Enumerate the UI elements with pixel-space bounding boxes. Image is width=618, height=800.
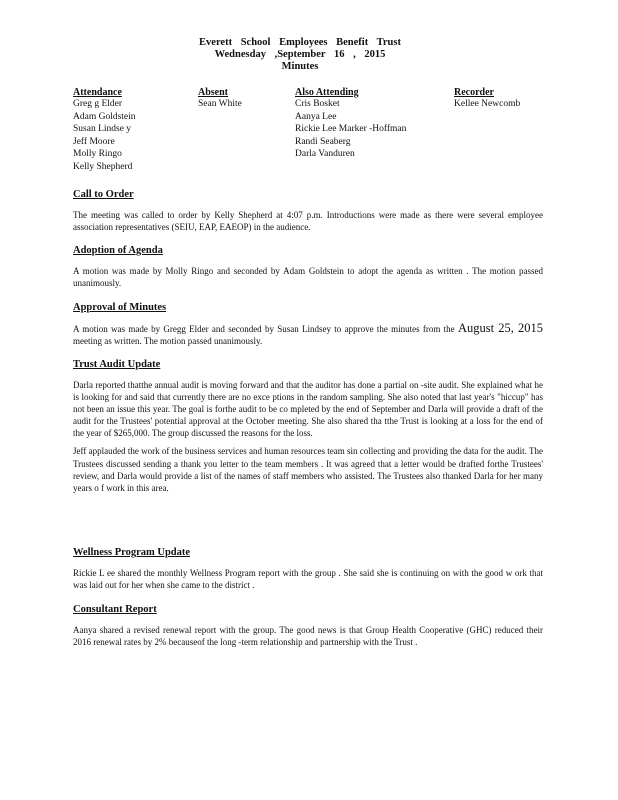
guest: Darla Vanduren [295, 149, 355, 159]
absent-list [198, 98, 242, 111]
section-paragraph: Jeff applauded the work of the business services and human resources team sin collecting and providing the data for the audit. The Trustees discussed sending a thank you letter to the team members . It was agreed that a letter would be drafted forthe Trustees' review, and Darla would provide a list of the names of staff members who assisted. The Trustees also thanked Darla for her many years o f work in this area. [73, 446, 543, 493]
attendee: Greg g Elder [73, 99, 123, 109]
attendance-list [73, 98, 136, 173]
section-paragraph: Aanya shared a revised renewal report with the group. The good news is that Group Health Cooperative (GHC) reduced their 2016 renewal rates by 2% becauseof the long -term relationship and partnership with the Trust . [73, 625, 543, 648]
absentee: Sean White [198, 99, 242, 109]
attendee: Susan Lindse y [73, 124, 132, 134]
section-call-to-order [73, 189, 543, 239]
recorder-list [454, 98, 520, 111]
section-paragraph: A motion was made by Molly Ringo and seconded by Adam Goldstein to adopt the agenda as written . The motion passed unanimously. [73, 266, 543, 289]
attendance-heading: Attendance [73, 87, 122, 98]
approval-text-start: A motion was made by Gregg Elder and seconded by Susan Lindsey to approve the minutes from the [73, 324, 455, 334]
section-paragraph: Darla reported thatthe annual audit is moving forward and that the auditor has done a partial on -site audit. She explained what he is looking for and said that currently there are no exce ptions in the random sampling. She also noted that last year's "hiccup" has not been an issue this year. The goal is forthe audit to be co mpleted by the end of September and Darla will provide a draft of the audit for the Trustees' potential approval at the October meeting. She also shared tha tthe Trust is looking at a loss for the end of the year of $265,000. The group discussed the reasons for the loss. [73, 380, 543, 439]
section-heading: Approval of Minutes [73, 302, 167, 313]
section-adoption-of-agenda [73, 245, 543, 295]
approval-date: August 25, 2015 [457, 321, 544, 335]
section-heading: Call to Order [73, 189, 134, 200]
recorder-name: Kellee Newcomb [454, 99, 521, 109]
attendee: Kelly Shepherd [73, 161, 133, 172]
guest: Cris Bosket [295, 99, 340, 109]
attendee: Jeff Moore [73, 136, 115, 147]
guest: Rickie Lee Marker -Hoffman [295, 124, 407, 134]
also-attending-heading: Also Attending [295, 87, 359, 98]
section-paragraph: The meeting was called to order by Kelly Shepherd at 4:07 p.m. Introductions were made as there were several employee association representatives (SEIU, EAP, EAEOP) in the audience. [73, 210, 543, 233]
attendee: Molly Ringo [73, 149, 122, 159]
section-heading: Trust Audit Update [73, 359, 161, 370]
section-trust-audit-update [73, 359, 543, 500]
document-header [150, 37, 450, 73]
also-attending-list [295, 98, 406, 161]
section-heading: Adoption of Agenda [73, 245, 163, 256]
section-wellness-program-update [73, 547, 543, 597]
section-heading: Consultant Report [73, 604, 157, 615]
section-approval-of-minutes [73, 302, 543, 353]
section-heading: Wellness Program Update [73, 547, 191, 558]
header-title: Everett School Employees Benefit Trust [199, 37, 401, 48]
recorder-heading: Recorder [454, 87, 494, 98]
header-date: Wednesday ,September 16 , 2015 [214, 49, 386, 60]
absent-heading: Absent [198, 87, 229, 98]
section-paragraph: Rickie L ee shared the monthly Wellness Program report with the group . She said she is continuing on with the good w ork that was laid out for her when she came to the district . [73, 568, 543, 591]
section-paragraph [73, 322, 543, 347]
header-minutes: Minutes [281, 61, 319, 72]
guest: Randi Seaberg [295, 136, 351, 147]
approval-text-end: meeting as written. The motion passed unanimously. [73, 336, 263, 347]
section-consultant-report [73, 604, 543, 654]
attendee: Adam Goldstein [73, 111, 136, 122]
guest: Aanya Lee [295, 111, 337, 122]
